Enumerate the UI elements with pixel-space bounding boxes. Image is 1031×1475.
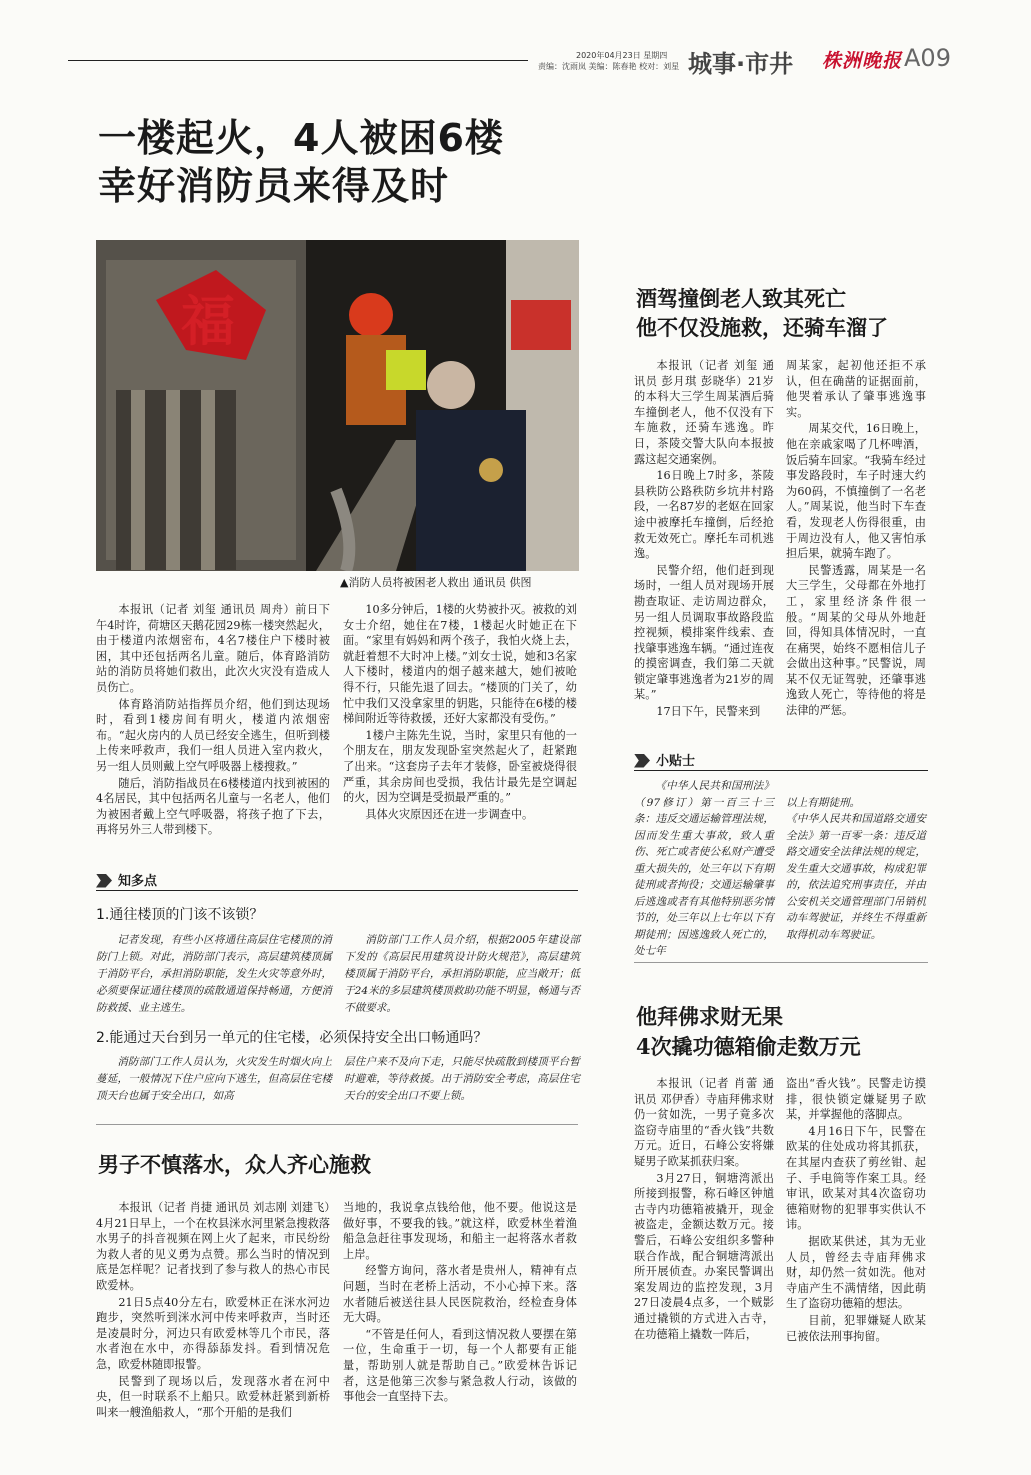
q1-col-1 bbox=[96, 932, 332, 1017]
paragraph: 消防部门工作人员介绍，根据2005年建设部下发的《高层民用建筑设计防火规范》，高层建筑楼顶属于消防平台，承担消防职能，应当敞开；低于24米的多层建筑楼顶救助功能不明显，畅通与否不做要求。 bbox=[344, 934, 580, 1014]
firefighter-rescue-photo bbox=[96, 240, 579, 571]
paragraph: 本报讯（记者 肖蕾 通讯员 邓伊香）寺庙拜佛求财仍一贫如洗，一男子竟多次盗窃寺庙里的“香火钱”共数万元。近日，石峰公安将嫌疑男子欧某抓获归案。 bbox=[634, 1077, 774, 1168]
paragraph: 民警透露，周某是一名大三学生，父母都在外地打工，家里经济条件很一般。“周某的父母从外地赶回，得知具体情况时，一直在痛哭，始终不愿相信儿子会做出这种事。”民警说，周某不仅无证驾驶，还肇事逃逸致人死亡，等待他的将是法律的严惩。 bbox=[786, 563, 926, 718]
lead-headline-1: 一楼起火，4人被困6楼 bbox=[98, 116, 504, 160]
page-number: A09 bbox=[904, 44, 951, 72]
drunk-headline-1: 酒驾撞倒老人致其死亡 bbox=[636, 286, 846, 311]
theft-headline-2: 4次撬功德箱偷走数万元 bbox=[636, 1034, 861, 1059]
paragraph: 具体火灾原因还在进一步调查中。 bbox=[365, 807, 534, 821]
theft-col-2 bbox=[786, 1076, 926, 1345]
section-name: 城事·市井 bbox=[688, 50, 794, 78]
paragraph: 21日5点40分左右，欧爱林正在洣水河边跑步，突然听到洣水河中传来呼救声，当时还是凌晨时分，河边只有欧爱林等几个市民，落水者泡在水中，亦得舔舔发抖。看到情况危急，欧爱林随即报警。 bbox=[96, 1295, 330, 1371]
tips-col-1 bbox=[634, 778, 774, 960]
paragraph: 1楼户主陈先生说，当时，家里只有他的一个朋友在，朋友发现卧室突然起火了，赶紧跑了出来。“这套房子去年才装修，卧室被烧得很严重，其余房间也受损，我估计最先是空调起的火，因为空调是受损最严重的。” bbox=[343, 728, 577, 805]
drunk-col-2 bbox=[786, 358, 926, 720]
date-line: 2020年04月23日 星期四 bbox=[576, 51, 668, 60]
question-2: 2.能通过天台到另一单元的住宅楼，必须保持安全出口畅通吗？ bbox=[96, 1030, 488, 1046]
lead-col-2 bbox=[343, 602, 577, 823]
paragraph: 本报讯（记者 肖捷 通讯员 刘志刚 刘建飞）4月21日早上，一个在枚县洣水河里紧急搜救落水男子的抖音视频在网上火了起来，市民纷纷为救人者的见义勇为点赞。那么当时的情况到底是怎样呢？记者找到了参与救人的热心市民欧爱林。 bbox=[96, 1201, 330, 1292]
paragraph: 体育路消防站指挥员介绍，他们到达现场时，看到1楼房间有明火，楼道内浓烟密布。“起火房内的人员已经安全逃生，但听到楼上传来呼救声，我们一组人员进入室内救火，另一组人员则戴上空气呼吸器上楼搜救。” bbox=[96, 697, 330, 773]
arrow-tag-icon bbox=[96, 874, 112, 888]
paragraph: 10多分钟后，1楼的火势被扑灭。被救的刘女士介绍，她住在7楼，1楼起火时她正在下面。“家里有妈妈和两个孩子，我怕火烧上去，就赶着想不大时冲上楼。”刘女士说，她和3名家人下楼时，楼道内的烟子越来越大，她们被呛得不行，只能先退了回去。“楼顶的门关了，幼忙中我们又没拿家里的钥匙，只能待在6楼的楼梯间附近等待救援，还好大家都没有受伤。” bbox=[343, 603, 577, 726]
paragraph: 据欧某供述，其为无业人员，曾经去寺庙拜佛求财，却仍然一贫如洗。他对寺庙产生不满情绪，因此萌生了盗窃功德箱的想法。 bbox=[786, 1234, 926, 1311]
paragraph: 目前，犯罪嫌疑人欧某已被依法刑事拘留。 bbox=[786, 1313, 926, 1343]
paragraph: 《中华人民共和国刑法》（97修订）第一百三十三条：违反交通运输管理法规，因而发生重大事故，致人重伤、死亡或者使公私财产遭受重大损失的，处三年以下有期徒刑或者拘役；交通运输肇事后逃逸或者有其他特别恶劣情节的，处三年以上七年以下有期徒刑；因逃逸致人死亡的，处七年 bbox=[634, 780, 774, 957]
arrow-tag-icon bbox=[634, 754, 650, 768]
q2-col-2 bbox=[344, 1054, 580, 1105]
paragraph: 经警方询问，落水者是贵州人，精神有点问题，当时在老桥上活动，不小心掉下来。落水者随后被送往县人民医院救治，经检查身体无大碍。 bbox=[343, 1264, 577, 1325]
paragraph: 记者发现，有些小区将通往高层住宅楼顶的消防门上锁。对此，消防部门表示，高层建筑楼顶属于消防平台，承担消防职能，发生火灾等意外时，必须要保证通往楼顶的疏散通道保持畅通，方便消防救援、业主逃生。 bbox=[96, 934, 332, 1014]
tips-label-row bbox=[634, 750, 695, 769]
paragraph: 16日晚上7时多，茶陵县秩防公路秩防乡坑井村路段，一名87岁的老妪在回家途中被摩托车撞倒，后经抢救无效死亡。摩托车司机逃逸。 bbox=[634, 469, 774, 561]
paragraph: 民警到了现场以后，发现落水者在河中央，但一时联系不上船只。欧爱林赶紧到新桥叫来一艘渔船救人，“那个开船的是我们 bbox=[96, 1374, 330, 1419]
paper-logo: 株洲晚报 bbox=[822, 50, 903, 72]
paragraph: 消防部门工作人员认为，火灾发生时烟火向上蔓延，一般情况下住户应向下逃生，但高层住宅楼顶天台也属于安全出口，如高 bbox=[96, 1056, 332, 1102]
theft-col-1 bbox=[634, 1076, 774, 1343]
tips-label: 小贴士 bbox=[656, 754, 696, 769]
paragraph: 本报讯（记者 刘玺 通讯员 彭月琪 彭晓华）21岁的本科大三学生周某酒后骑车撞倒老人，他不仅没有下车施救，还骑车逃逸。昨日，茶陵交警大队向本报披露这起交通案例。 bbox=[634, 359, 774, 466]
paragraph: 周某家，起初他还拒不承认，但在确凿的证据面前，他哭着承认了肇事逃逸事实。 bbox=[786, 359, 926, 419]
paragraph: 本报讯（记者 刘玺 通讯员 周舟）前日下午4时许，荷塘区天鹅花园29栋一楼突然起火，由于楼道内浓烟密布，4名7楼住户下楼时被困，其中还包括两名儿童。随后，体育路消防站的消防员将她们救出，此次火灾没有造成人员伤亡。 bbox=[96, 603, 330, 694]
paragraph: 3月27日，铜塘湾派出所接到报警，称石峰区钟馗古寺内功德箱被撬开，现金被盗走，金额达数万元。接警后，石峰公安组织多警种联合作战，配合铜塘湾派出所开展侦查。办案民警调出案发周边的监控发现，3月27日凌晨4点多，一个贼影通过撬锁的方式进入古寺，在功德箱上撬数一阵后， bbox=[634, 1171, 774, 1341]
news-photo bbox=[96, 240, 579, 571]
water-col-2 bbox=[343, 1200, 577, 1406]
photo-caption: ▲消防人员将被困老人救出 通讯员 供图 bbox=[340, 576, 532, 589]
lead-col-1 bbox=[96, 602, 330, 839]
paragraph: “不管是任何人，看到这情况救人要摆在第一位，生命重于一切，每一个人都要有正能量，帮助别人就是帮助自己。”欧爱林告诉记者，这是他第三次参与紧急救人行动，该做的事他会一直坚持下去。 bbox=[343, 1327, 577, 1404]
knowledge-label: 知多点 bbox=[118, 874, 158, 889]
q1-col-2 bbox=[344, 932, 580, 1017]
paragraph: 周某交代，16日晚上，他在亲戚家喝了几杯啤酒，饭后骑车回家。“我骑车经过事发路段时，车子时速大约为60码，不慎撞倒了一名老人。”周某说，他当时下车查看，发现老人伤得很重，由于周边没有人，他又害怕承担后果，就骑车跑了。 bbox=[786, 422, 926, 561]
paragraph: 4月16日下午，民警在欧某的住处成功将其抓获，在其屋内查获了剪丝钳、起子、手电筒等作案工具。经审讯，欧某对其4次盗窃功德箱财物的犯罪事实供认不讳。 bbox=[786, 1124, 926, 1232]
question-1: 1.通往楼顶的门该不该锁？ bbox=[96, 907, 264, 923]
paragraph: 民警介绍，他们赶到现场时，一组人员对现场开展勘查取证、走访周边群众，另一组人员调取事故路段监控视频，模排案件线索、查找肇事逃逸车辆。“通过连夜的摸密调查，我们第二天就锁定肇事逃逸者为21岁的周某。” bbox=[634, 563, 774, 702]
paragraph: 随后，消防指战员在6楼楼道内找到被困的4名居民，其中包括两名儿童与一名老人，他们为被困者戴上空气呼吸器，将孩子抱了下去，再将另外三人带到楼下。 bbox=[96, 776, 330, 837]
paragraph: 盗出“香火钱”。民警走访摸排，很快锁定嫌疑男子欧某，并掌握他的落脚点。 bbox=[786, 1077, 926, 1122]
theft-headline-1: 他拜佛求财无果 bbox=[636, 1004, 783, 1029]
lead-headline-2: 幸好消防员来得及时 bbox=[98, 164, 450, 208]
editor-credits: 责编：沈雨岚 美编：陈春艳 校对：刘星 bbox=[538, 62, 680, 71]
tips-col-2 bbox=[786, 778, 926, 960]
paragraph: 17日下午，民警来到 bbox=[656, 705, 761, 719]
paragraph: 以上有期徒刑。 《中华人民共和国道路交通安全法》第一百零一条：违反道路交通安全法律法规的规定，发生重大交通事故，构成犯罪的，依法追究刑事责任，并由公安机关交通管理部门吊销机动车驾驶证，并终生不得重新取得机动车驾驶证。 bbox=[786, 796, 926, 941]
knowledge-label-row bbox=[96, 870, 157, 889]
paragraph: 层住户来不及向下走，只能尽快疏散到楼顶平台暂时避难，等待救援。出于消防安全考虑，高层住宅天台的安全出口不要上锁。 bbox=[344, 1056, 580, 1102]
paragraph: 当地的，我说拿点钱给他，他不要。他说这是做好事，不要我的钱。”就这样，欧爱林坐着渔船急急赶往事发现场，和船主一起将落水者救上岸。 bbox=[343, 1201, 577, 1261]
drunk-col-1 bbox=[634, 358, 774, 721]
drunk-headline-2: 他不仅没施救，还骑车溜了 bbox=[636, 315, 888, 340]
svg-text:福: 福 bbox=[181, 289, 235, 353]
water-headline: 男子不慎落水，众人齐心施救 bbox=[98, 1152, 371, 1177]
water-col-1 bbox=[96, 1200, 330, 1421]
q2-col-1 bbox=[96, 1054, 332, 1105]
